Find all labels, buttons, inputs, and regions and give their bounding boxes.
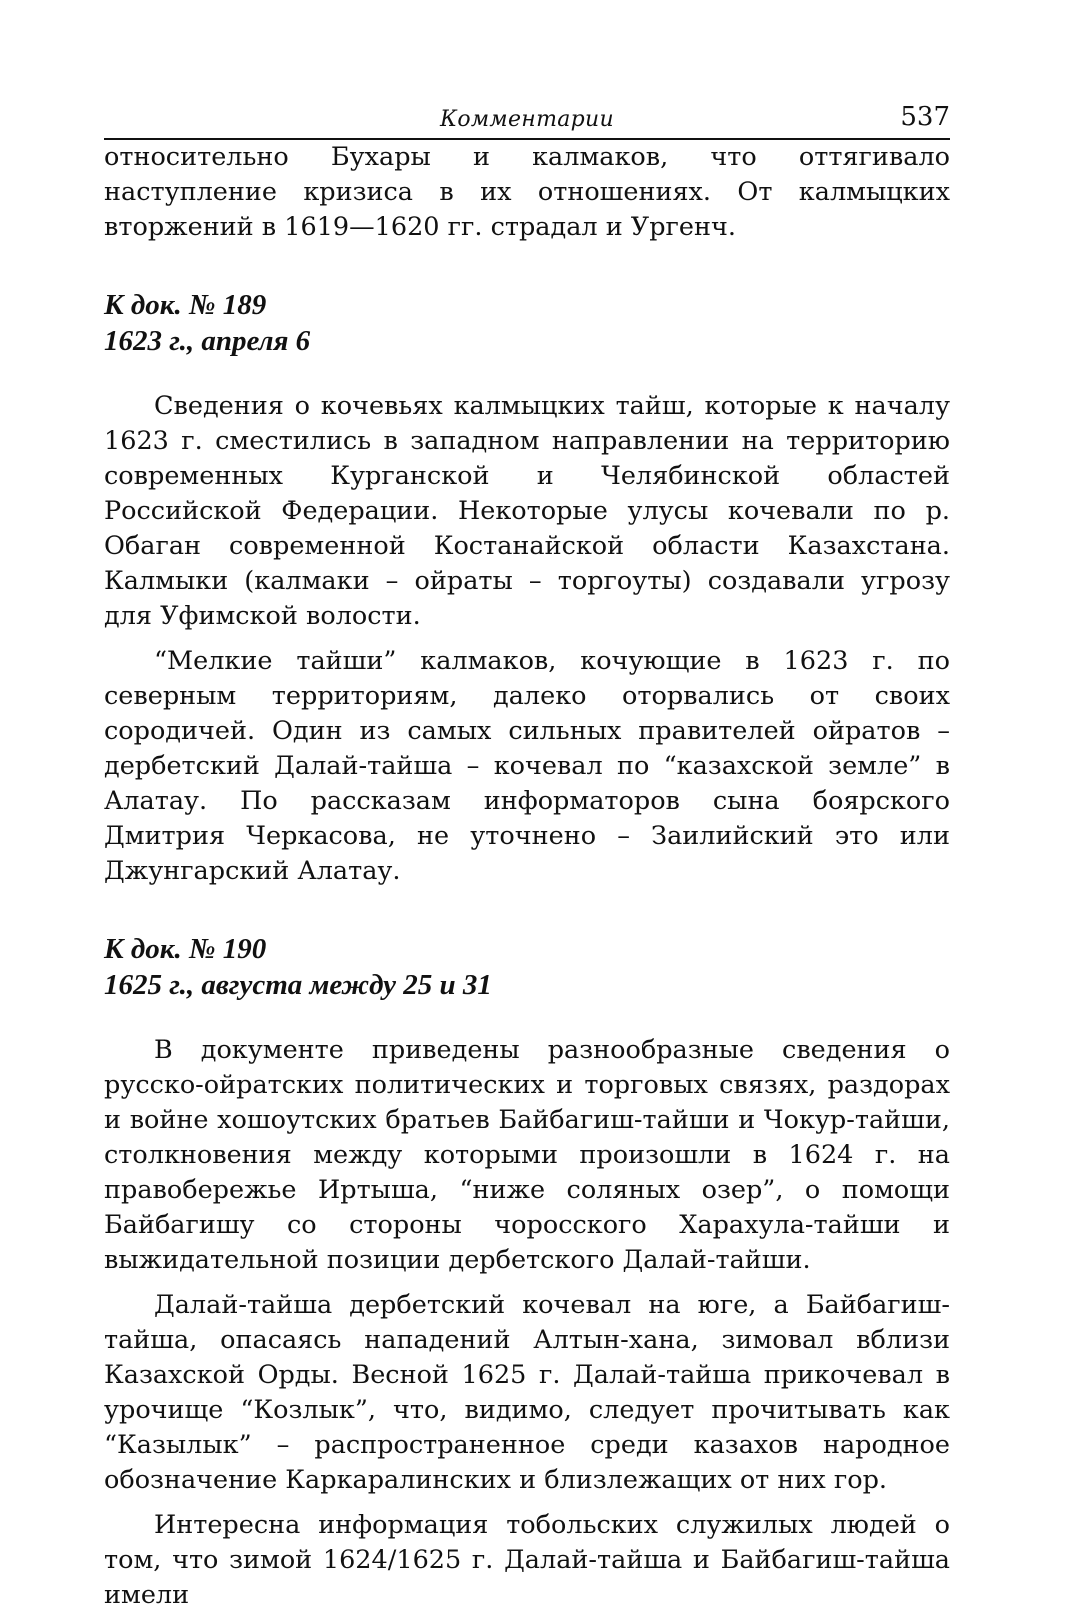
- paragraph: Интересна информация тобольских служилых людей о том, что зимой 1624/1625 г. Далай-тайша и Байбагиш-тайша имели: [104, 1510, 950, 1610]
- paragraph: Сведения о кочевьях калмыцких тайш, которые к началу 1623 г. сместились в западном направлении на территорию современных Курганской и Челябинской областей Российской Федерации. Некоторые улусы кочевали по р. Обаган современной Костанайской области Казахстана. Калмыки (калмаки – ойраты – торгоуты) создавали угрозу для Уфимской волости.: [104, 391, 950, 631]
- section-doc-189: [104, 287, 950, 889]
- running-header: [104, 92, 950, 140]
- book-page: [104, 92, 950, 1613]
- page-number: 537: [900, 102, 950, 132]
- paragraph: В документе приведены разнообразные сведения о русско-ойратских политических и торговых связях, раздорах и войне хошоутских братьев Байбагиш-тайши и Чокур-тайши, столкновения между которыми произошли в 1624 г. на правобережье Иртыша, “ниже соляных озер”, о помощи Байбагишу со стороны чоросского Харахула-тайши и выжидательной позиции дербетского Далай-тайши.: [104, 1035, 950, 1275]
- section-date: 1623 г., апреля 6: [104, 325, 311, 357]
- section-heading: [104, 931, 950, 1003]
- section-date: 1625 г., августа между 25 и 31: [104, 969, 492, 1001]
- intro-paragraph: относительно Бухары и калмаков, что оттягивало наступление кризиса в их отношениях. От калмыцких вторжений в 1619—1620 гг. страдал и Ургенч.: [104, 142, 950, 242]
- running-title: Комментарии: [440, 107, 614, 132]
- section-title: К док. № 190: [104, 933, 267, 965]
- paragraph: “Мелкие тайши” калмаков, кочующие в 1623 г. по северным территориям, далеко оторвались от своих сородичей. Один из самых сильных правителей ойратов – дербетский Далай-тайша – кочевал по “казахской земле” в Алатау. По рассказам информаторов сына боярского Дмитрия Черкасова, не уточнено – Заилийский это или Джунгарский Алатау.: [104, 646, 950, 886]
- paragraph: Далай-тайша дербетский кочевал на юге, а Байбагиш-тайша, опасаясь нападений Алтын-хана, зимовал вблизи Казахской Орды. Весной 1625 г. Далай-тайша прикочевал в урочище “Козлык”, что, видимо, следует прочитывать как “Казылык” – распространенное среди казахов народное обозначение Каркаралинских и близлежащих от них гор.: [104, 1290, 950, 1495]
- section-doc-190: [104, 931, 950, 1613]
- page-text: [104, 140, 950, 1613]
- section-title: К док. № 189: [104, 289, 267, 321]
- section-heading: [104, 287, 950, 359]
